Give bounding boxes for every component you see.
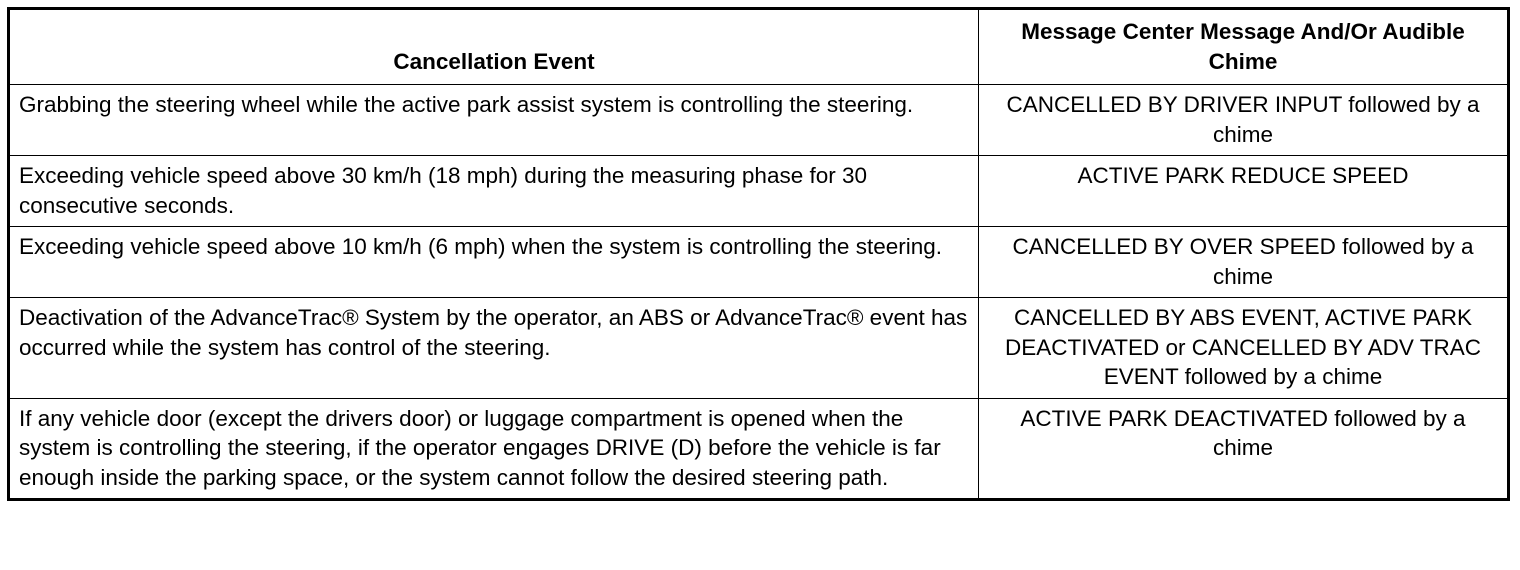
column-header-cancellation-event: Cancellation Event [9,9,979,85]
cancellation-event-cell: Exceeding vehicle speed above 10 km/h (6 mph) when the system is controlling the steering. [9,227,979,298]
cancellation-event-cell: Grabbing the steering wheel while the active park assist system is controlling the steering. [9,85,979,156]
column-header-message-chime: Message Center Message And/Or Audible Chime [979,9,1509,85]
message-chime-cell: ACTIVE PARK DEACTIVATED followed by a chime [979,398,1509,500]
table-row [9,227,1509,298]
message-chime-cell: CANCELLED BY OVER SPEED followed by a chime [979,227,1509,298]
message-chime-cell: CANCELLED BY ABS EVENT, ACTIVE PARK DEACTIVATED or CANCELLED BY ADV TRAC EVENT followed by a chime [979,298,1509,399]
cancellation-event-cell: Exceeding vehicle speed above 30 km/h (18 mph) during the measuring phase for 30 consecutive seconds. [9,156,979,227]
table-header-row [9,9,1509,85]
table-row [9,156,1509,227]
message-chime-cell: ACTIVE PARK REDUCE SPEED [979,156,1509,227]
cancellation-event-cell: If any vehicle door (except the drivers door) or luggage compartment is opened when the system is controlling the steering, if the operator engages DRIVE (D) before the vehicle is far enough inside the parking space, or the system cannot follow the desired steering path. [9,398,979,500]
table-row [9,398,1509,500]
table-row [9,85,1509,156]
table-row [9,298,1509,399]
message-chime-cell: CANCELLED BY DRIVER INPUT followed by a chime [979,85,1509,156]
cancellation-event-cell: Deactivation of the AdvanceTrac® System by the operator, an ABS or AdvanceTrac® event has occurred while the system has control of the steering. [9,298,979,399]
cancellation-events-table [7,7,1510,501]
